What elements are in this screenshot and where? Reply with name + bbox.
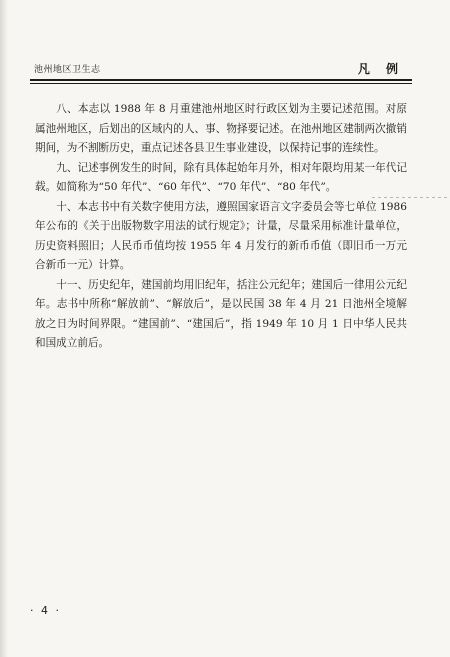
header-rule-thick [30, 79, 412, 81]
scan-artifact-line [372, 197, 450, 198]
section-title: 凡 例 [357, 62, 404, 76]
paragraph-9: 九、记述事例发生的时间，除有具体起始年月外，相对年限均用某一年代记载。如简称为“50 年代”、“60 年代”、“70 年代”、“80 年代”。 [35, 161, 407, 193]
book-title: 池州地区卫生志 [34, 65, 101, 75]
running-header [30, 62, 410, 78]
paragraph-8: 八、本志以 1988 年 8 月重建池州地区时行政区划为主要记述范围。对原属池州地区，后划出的区域内的人、事、物择要记述。在池州地区建制两次撤销期间，为不割断历史，重点记述各县卫生事业建设，以保持记事的连续性。 [35, 103, 407, 154]
page-number: · 4 · [30, 604, 61, 617]
paragraph-10: 十、本志书中有关数字使用方法，遵照国家语言文字委员会等七单位 1986 年公布的《关于出版物数字用法的试行规定》；计量，尽量采用标准计量单位，历史资料照旧；人民币币值均按 1955 年 4 月发行的新币币值（即旧币一万元合新币一元）计算。 [35, 200, 407, 271]
scan-edge-shadow [0, 0, 8, 657]
paragraph-11: 十一、历史纪年，建国前均用旧纪年，括注公元纪年；建国后一律用公元纪年。志书中所称“解放前”、“解放后”，是以民国 38 年 4 月 21 日池州全境解放之日为时间界限。“建国前”、“建国后”，指 1949 年 10 月 1 日中华人民共和国成立前后。 [35, 278, 407, 349]
body-text [35, 100, 407, 354]
header-rule-thin [30, 83, 412, 84]
